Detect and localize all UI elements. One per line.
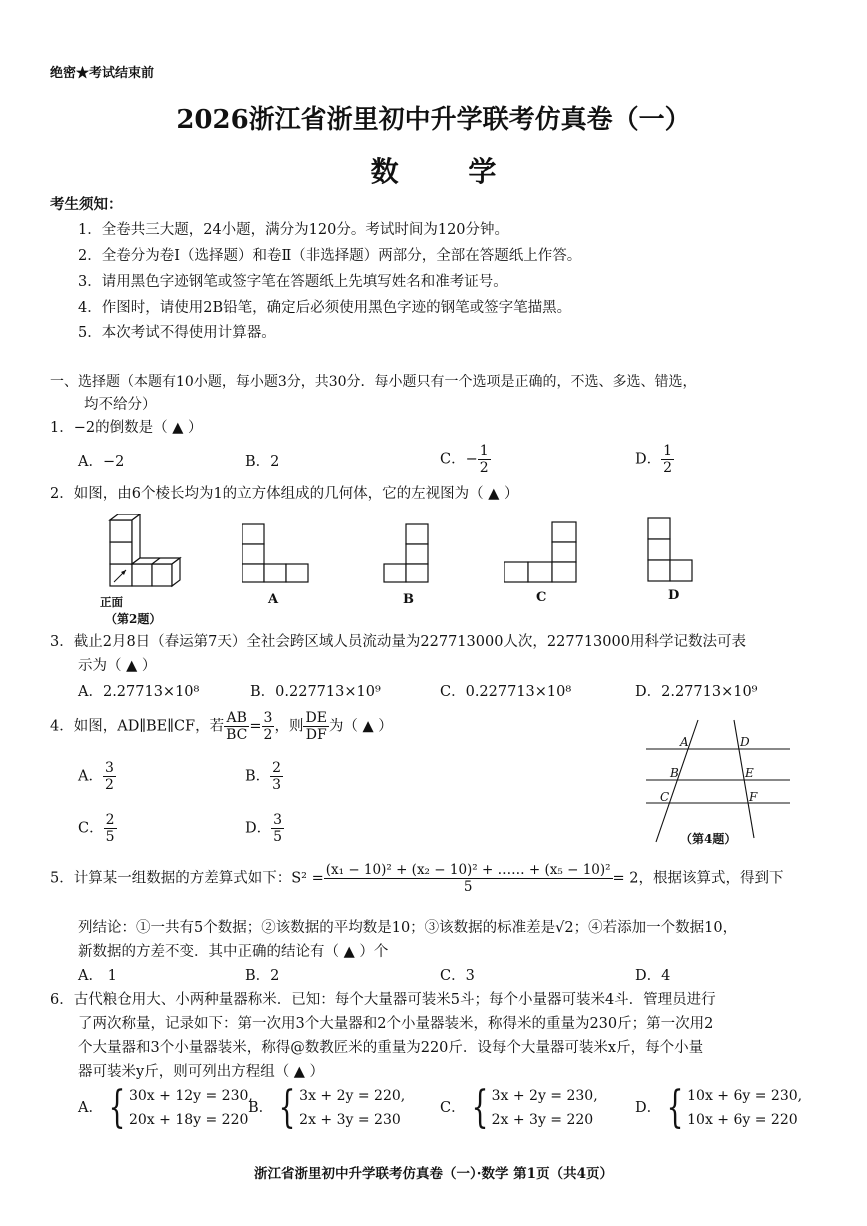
q4-a-label: A．	[78, 768, 103, 785]
notice-item-2: 2．全卷分为卷Ⅰ（选择题）和卷Ⅱ（非选择题）两部分，全部在答题纸上作答。	[78, 248, 582, 264]
q4-f1-den: BC	[226, 727, 248, 743]
q5-formula-num: (x₁ − 10)² + (x₂ − 10)² + …… + (x₅ − 10)²	[325, 862, 611, 878]
q2-option-b-label[interactable]: B	[403, 592, 414, 607]
q4-option-c	[78, 812, 117, 845]
q4-f2-num: 3	[263, 710, 273, 726]
q4-a-fraction	[103, 760, 116, 793]
q2-option-a-label[interactable]: A	[268, 592, 279, 607]
exam-title: 2026浙江省浙里初中升学联考仿真卷（一）	[176, 105, 691, 135]
q4-f3-num: DE	[305, 710, 327, 726]
q4-a-num: 3	[104, 760, 114, 776]
subject-title: 数 学	[370, 155, 527, 188]
q4-fraction-3-2	[262, 710, 275, 743]
q4-mid: ，则	[274, 718, 304, 735]
q6-a-system	[129, 1084, 253, 1132]
q1-d-label: D．	[635, 451, 662, 468]
q1-c-label: C．−	[440, 451, 478, 468]
q1-d-fraction	[661, 443, 674, 476]
q1-d-num: 1	[663, 443, 673, 459]
q1-option-d	[635, 443, 674, 476]
q5-option-b: B．2	[245, 968, 280, 984]
q6-d-eq1: 10x + 6y = 230,	[687, 1088, 803, 1104]
q6-b-eq1: 3x + 2y = 220,	[299, 1088, 406, 1104]
q4-b-den: 3	[272, 777, 282, 793]
q3-option-a: A．2.27713×10⁸	[78, 684, 200, 700]
q4-b-fraction	[270, 760, 283, 793]
q5-option-a: A． 1	[78, 968, 117, 984]
q4-point-d: D	[740, 735, 750, 749]
q1-c-fraction	[478, 443, 491, 476]
q3-stem-line1: 3．截止2月8日（春运第7天）全社会跨区域人员流动量为227713000人次，227713000用科学记数法可表	[50, 634, 746, 650]
q5-stem-line3: 新数据的方差不变．其中正确的结论有（ ▲ ）个	[78, 944, 389, 960]
q5-option-c: C．3	[440, 968, 475, 984]
q1-c-num: 1	[479, 443, 489, 459]
section1-heading: 一、选择题（本题有10小题，每小题3分，共30分．每小题只有一个选项是正确的，不选、多选、错选，	[50, 374, 697, 390]
q6-stem-line2: 了两次称量，记录如下：第一次用3个大量器和2个小量器装米，称得米的重量为230斤；第一次用2	[78, 1016, 714, 1032]
q4-option-b	[245, 760, 283, 793]
q5-stem-line2: 列结论：①一共有5个数据；②该数据的平均数是10；③该数据的标准差是√2；④若添加一个数据10，	[78, 920, 738, 936]
q4-stem	[50, 710, 393, 743]
q6-c-eq1: 3x + 2y = 230,	[491, 1088, 598, 1104]
q2-fig-caption: （第2题）	[105, 612, 162, 626]
q5-option-d: D．4	[635, 968, 671, 984]
notice-item-3: 3．请用黑色字迹钢笔或签字笔在答题纸上先填写姓名和准考证号。	[78, 274, 508, 290]
q6-option-b	[248, 1084, 405, 1132]
q6-a-eq1: 30x + 12y = 230,	[128, 1088, 253, 1104]
q4-c-label: C．	[78, 820, 104, 837]
q6-stem-line4: 器可装米y斤，则可列出方程组（ ▲ ）	[78, 1064, 325, 1080]
q6-b-brace: {	[278, 1082, 296, 1133]
q5-prefix: 5．计算某一组数据的方差算式如下：S² =	[50, 870, 324, 887]
q6-option-d	[635, 1084, 802, 1132]
q6-option-c	[440, 1084, 598, 1132]
q4-f2-den: 2	[263, 727, 273, 743]
q4-fraction-ab-bc	[224, 710, 249, 743]
q5-variance-formula	[324, 862, 613, 895]
q4-c-fraction	[104, 812, 117, 845]
notice-item-1: 1．全卷共三大题，24小题，满分为120分。考试时间为120分钟。	[78, 222, 510, 238]
notice-item-5: 5．本次考试不得使用计算器。	[78, 325, 276, 341]
section1-heading-cont: 均不给分）	[84, 397, 157, 413]
q5-suffix: = 2，根据该算式，得到下	[612, 870, 784, 887]
q4-point-b: B	[670, 766, 679, 780]
q4-equals: =	[249, 718, 262, 735]
q6-option-a	[78, 1084, 253, 1132]
q4-d-num: 3	[273, 812, 283, 828]
q1-option-c	[440, 443, 491, 476]
q3-option-b: B．0.227713×10⁹	[250, 684, 381, 700]
q1-option-b: B．2	[245, 454, 280, 470]
q4-parallel-lines-figure	[640, 718, 800, 848]
q1-stem: 1．−2的倒数是（ ▲ ）	[50, 420, 203, 436]
q2-option-c-figure[interactable]	[504, 520, 578, 584]
q6-stem-line3: 个大量器和3个小量器装米，称得@数教匠米的重量为220斤．设每个大量器可装米x斤，每个小量	[78, 1040, 704, 1056]
q4-point-e: E	[745, 766, 754, 780]
q6-d-brace: {	[666, 1082, 684, 1133]
q6-a-brace: {	[108, 1082, 126, 1133]
q4-option-d	[245, 812, 284, 845]
q3-option-c: C．0.227713×10⁸	[440, 684, 572, 700]
q6-c-system	[492, 1084, 598, 1132]
q6-d-eq2: 10x + 6y = 220	[687, 1112, 798, 1128]
q5-stem-line1	[50, 862, 784, 895]
q4-point-f: F	[749, 790, 758, 804]
q2-option-a-figure[interactable]	[242, 522, 312, 584]
q2-stem: 2．如图，由6个棱长均为1的立方体组成的几何体，它的左视图为（ ▲ ）	[50, 486, 519, 502]
q6-a-eq2: 20x + 18y = 220	[128, 1112, 249, 1128]
q4-d-den: 5	[273, 829, 283, 845]
q5-formula-den: 5	[463, 879, 473, 895]
q4-fig-caption: （第4题）	[680, 832, 737, 846]
q2-option-c-label[interactable]: C	[536, 590, 547, 605]
q2-option-d-label[interactable]: D	[668, 588, 680, 603]
q6-b-system	[299, 1084, 405, 1132]
q4-b-label: B．	[245, 768, 271, 785]
q2-front-label: 正面	[100, 595, 123, 609]
q4-c-den: 5	[105, 829, 115, 845]
q4-point-a: A	[680, 735, 689, 749]
q2-option-b-figure[interactable]	[382, 522, 432, 584]
q6-d-system	[687, 1084, 802, 1132]
q4-d-label: D．	[245, 820, 272, 837]
notice-item-4: 4．作图时，请使用2B铅笔，确定后必须使用黑色字迹的钢笔或签字笔描黑。	[78, 300, 572, 316]
q4-c-num: 2	[105, 812, 115, 828]
q4-option-a	[78, 760, 116, 793]
q4-f1-num: AB	[224, 710, 249, 727]
q6-b-label: B．	[248, 1100, 274, 1116]
q6-stem-line1: 6．古代粮仓用大、小两种量器称米．已知：每个大量器可装米5斗；每个小量器可装米4斗．管理员进行	[50, 992, 716, 1008]
q4-d-fraction	[271, 812, 284, 845]
q4-a-den: 2	[104, 777, 114, 793]
q6-b-eq2: 2x + 3y = 230	[299, 1112, 401, 1128]
confidential-mark: 绝密★考试结束前	[50, 66, 155, 81]
q6-c-label: C．	[440, 1100, 466, 1116]
q6-a-label: A．	[78, 1100, 103, 1116]
q2-solid-figure	[100, 514, 190, 594]
q1-option-a: A．−2	[78, 454, 125, 470]
q4-f3-den: DF	[305, 727, 327, 743]
page-footer: 浙江省浙里初中升学联考仿真卷（一）·数学 第1页（共4页）	[254, 1166, 613, 1182]
q6-c-eq2: 2x + 3y = 220	[491, 1112, 594, 1128]
q1-d-den: 2	[663, 460, 673, 476]
q2-option-d-figure[interactable]	[646, 516, 698, 584]
q1-c-den: 2	[479, 460, 489, 476]
q3-stem-line2: 示为（ ▲ ）	[78, 658, 157, 674]
q4-b-num: 2	[272, 760, 282, 776]
q4-suffix: 为（ ▲ ）	[328, 718, 393, 735]
q4-fraction-de-df	[303, 710, 328, 743]
q6-d-label: D．	[635, 1100, 662, 1116]
q3-option-d: D．2.27713×10⁹	[635, 684, 758, 700]
q4-prefix: 4．如图，AD∥BE∥CF，若	[50, 718, 225, 735]
q6-c-brace: {	[471, 1082, 489, 1133]
notice-heading: 考生须知：	[50, 196, 123, 213]
q4-point-c: C	[660, 790, 670, 804]
